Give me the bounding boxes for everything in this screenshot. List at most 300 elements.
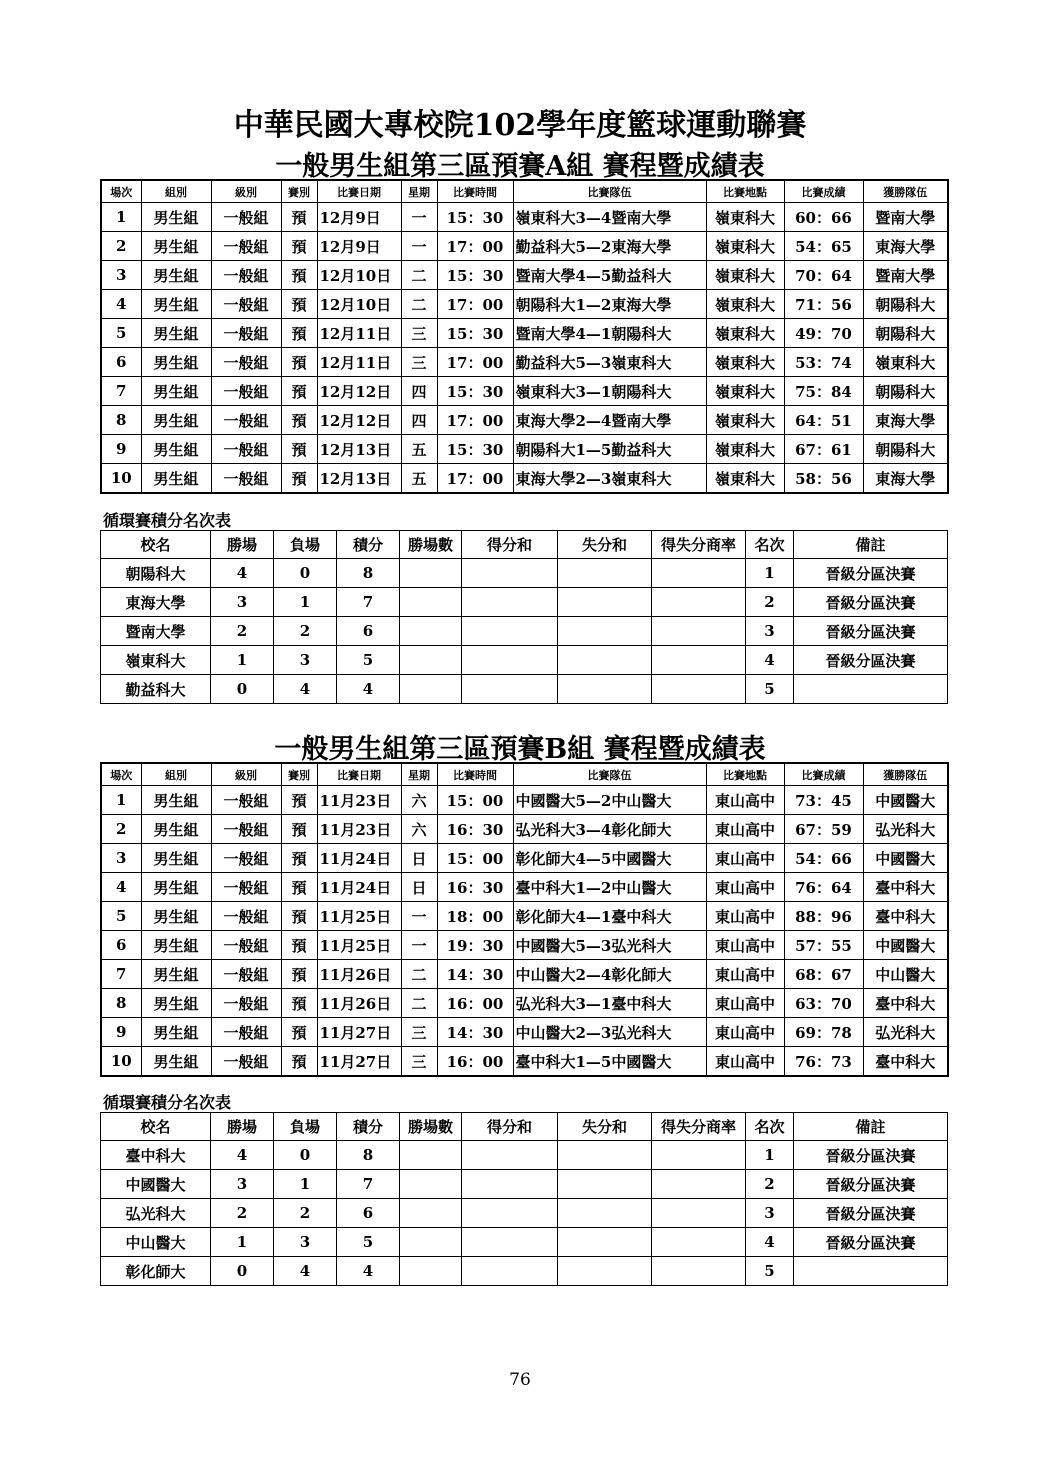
table-cell: 男生組: [141, 873, 211, 902]
table-cell: [462, 1141, 558, 1170]
table-cell: 76：64: [784, 873, 863, 902]
table-cell: 14：30: [437, 1018, 513, 1047]
column-header: 比賽地點: [706, 180, 784, 203]
table-cell: 11月25日: [317, 931, 401, 960]
table-cell: 暨南大學: [863, 261, 948, 290]
table-cell: 預: [281, 377, 317, 406]
table-cell: 東海大學2—3嶺東科大: [513, 464, 706, 494]
match-row: [101, 844, 948, 873]
table-cell: 一般組: [211, 203, 281, 232]
table-cell: 東海大學: [101, 588, 211, 617]
table-cell: 男生組: [141, 232, 211, 261]
table-cell: [558, 1257, 652, 1286]
table-cell: 19：30: [437, 931, 513, 960]
group-b-standings-caption: 循環賽積分名次表: [103, 1093, 232, 1112]
table-cell: 東山高中: [706, 815, 784, 844]
table-cell: 嶺東科大: [706, 261, 784, 290]
column-header: 組別: [141, 763, 211, 786]
table-cell: 五: [401, 464, 437, 494]
group-a-subtitle: 一般男生組第三區預賽A組 賽程暨成績表: [275, 151, 765, 182]
column-header: 備註: [794, 1113, 948, 1141]
table-cell: 男生組: [141, 290, 211, 319]
group-b-standings-table: [100, 1112, 948, 1286]
table-cell: 一般組: [211, 377, 281, 406]
match-row: [101, 1018, 948, 1047]
table-cell: 東山高中: [706, 1047, 784, 1077]
match-row: [101, 319, 948, 348]
table-cell: 4: [274, 675, 337, 704]
table-cell: 2: [274, 1199, 337, 1228]
table-cell: 中國醫大5—2中山醫大: [513, 786, 706, 815]
table-cell: 臺中科大: [863, 873, 948, 902]
table-cell: 中國醫大: [863, 844, 948, 873]
table-cell: [462, 1199, 558, 1228]
table-cell: 68：67: [784, 960, 863, 989]
table-cell: 17：00: [437, 232, 513, 261]
table-cell: 2: [211, 617, 274, 646]
table-cell: 4: [746, 1228, 794, 1257]
table-cell: 64：51: [784, 406, 863, 435]
table-cell: 17：00: [437, 406, 513, 435]
table-cell: 1: [746, 559, 794, 588]
table-cell: 4: [101, 873, 141, 902]
table-cell: [794, 1257, 948, 1286]
table-cell: 4: [337, 675, 400, 704]
column-header: 比賽時間: [437, 180, 513, 203]
table-cell: 88：96: [784, 902, 863, 931]
table-cell: 一: [401, 931, 437, 960]
match-row: [101, 989, 948, 1018]
table-cell: 嶺東科大3—1朝陽科大: [513, 377, 706, 406]
table-cell: 晉級分區決賽: [794, 1228, 948, 1257]
column-header: 得分和: [462, 1113, 558, 1141]
table-cell: 預: [281, 319, 317, 348]
table-cell: 晉級分區決賽: [794, 588, 948, 617]
table-cell: 8: [337, 559, 400, 588]
column-header: 賽別: [281, 763, 317, 786]
table-cell: 朝陽科大: [863, 319, 948, 348]
table-cell: 18：00: [437, 902, 513, 931]
column-header: 名次: [746, 1113, 794, 1141]
table-cell: 一般組: [211, 348, 281, 377]
table-cell: 11月23日: [317, 786, 401, 815]
table-cell: [558, 646, 652, 675]
table-cell: 預: [281, 261, 317, 290]
column-header: 比賽隊伍: [513, 763, 706, 786]
table-cell: [400, 1170, 462, 1199]
table-cell: 0: [274, 559, 337, 588]
table-cell: 75：84: [784, 377, 863, 406]
table-cell: 16：00: [437, 989, 513, 1018]
table-cell: 12月10日: [317, 261, 401, 290]
table-cell: 東山高中: [706, 786, 784, 815]
table-cell: 勤益科大: [101, 675, 211, 704]
table-cell: 東海大學: [863, 232, 948, 261]
table-cell: 男生組: [141, 377, 211, 406]
table-cell: 4: [746, 646, 794, 675]
table-cell: 一般組: [211, 815, 281, 844]
table-cell: [652, 617, 746, 646]
table-cell: [652, 1170, 746, 1199]
column-header: 勝場數: [400, 531, 462, 559]
match-row: [101, 1047, 948, 1077]
table-cell: [558, 1228, 652, 1257]
table-cell: 嶺東科大: [706, 348, 784, 377]
column-header: 得失分商率: [652, 531, 746, 559]
match-row: [101, 348, 948, 377]
table-cell: [462, 559, 558, 588]
table-cell: 一般組: [211, 873, 281, 902]
table-cell: 11月24日: [317, 844, 401, 873]
table-cell: 預: [281, 989, 317, 1018]
table-cell: 54：66: [784, 844, 863, 873]
table-cell: 58：56: [784, 464, 863, 494]
table-cell: 11月26日: [317, 960, 401, 989]
table-cell: [400, 617, 462, 646]
table-cell: [400, 1257, 462, 1286]
column-header: 比賽日期: [317, 180, 401, 203]
table-cell: 預: [281, 844, 317, 873]
table-cell: 嶺東科大: [706, 232, 784, 261]
table-cell: 預: [281, 960, 317, 989]
table-cell: [558, 559, 652, 588]
table-cell: 臺中科大1—5中國醫大: [513, 1047, 706, 1077]
table-cell: 嶺東科大: [706, 203, 784, 232]
table-cell: 2: [101, 815, 141, 844]
standings-header-row: [101, 1113, 948, 1141]
table-cell: 10: [101, 1047, 141, 1077]
table-cell: 預: [281, 902, 317, 931]
table-cell: [400, 588, 462, 617]
table-cell: 弘光科大3—1臺中科大: [513, 989, 706, 1018]
table-cell: 五: [401, 435, 437, 464]
table-cell: 2: [746, 588, 794, 617]
table-cell: 暨南大學4—1朝陽科大: [513, 319, 706, 348]
standings-row: [101, 1228, 948, 1257]
table-cell: 一般組: [211, 319, 281, 348]
table-cell: 男生組: [141, 1018, 211, 1047]
table-cell: 日: [401, 844, 437, 873]
table-cell: 15：30: [437, 261, 513, 290]
table-cell: 63：70: [784, 989, 863, 1018]
table-cell: [794, 675, 948, 704]
table-cell: 預: [281, 931, 317, 960]
column-header: 比賽成績: [784, 180, 863, 203]
table-cell: 7: [337, 588, 400, 617]
table-cell: 1: [274, 1170, 337, 1199]
table-cell: [652, 588, 746, 617]
table-cell: 1: [211, 1228, 274, 1257]
table-cell: 0: [211, 675, 274, 704]
column-header: 積分: [337, 1113, 400, 1141]
table-cell: 17：00: [437, 464, 513, 494]
match-row: [101, 377, 948, 406]
table-cell: 六: [401, 786, 437, 815]
table-cell: 嶺東科大: [706, 377, 784, 406]
table-cell: [462, 1257, 558, 1286]
standings-row: [101, 559, 948, 588]
table-cell: 嶺東科大: [706, 464, 784, 494]
table-cell: 東海大學: [863, 406, 948, 435]
table-cell: 1: [211, 646, 274, 675]
table-cell: 一般組: [211, 902, 281, 931]
table-cell: [462, 646, 558, 675]
table-cell: 三: [401, 1047, 437, 1077]
column-header: 級別: [211, 763, 281, 786]
table-cell: 5: [746, 675, 794, 704]
table-cell: 三: [401, 319, 437, 348]
table-cell: [400, 1199, 462, 1228]
table-cell: [462, 1170, 558, 1199]
table-cell: 預: [281, 464, 317, 494]
column-header: 獲勝隊伍: [863, 763, 948, 786]
table-cell: 一般組: [211, 435, 281, 464]
table-cell: 12月13日: [317, 435, 401, 464]
table-cell: 預: [281, 290, 317, 319]
table-cell: 朝陽科大: [863, 435, 948, 464]
table-cell: 預: [281, 406, 317, 435]
table-cell: 中山醫大: [863, 960, 948, 989]
table-cell: 晉級分區決賽: [794, 559, 948, 588]
column-header: 比賽時間: [437, 763, 513, 786]
table-cell: 嶺東科大3—4暨南大學: [513, 203, 706, 232]
table-cell: 二: [401, 290, 437, 319]
table-cell: 12月12日: [317, 377, 401, 406]
table-cell: 8: [101, 989, 141, 1018]
table-cell: 一: [401, 902, 437, 931]
table-cell: 三: [401, 1018, 437, 1047]
table-cell: 7: [101, 960, 141, 989]
column-header: 比賽隊伍: [513, 180, 706, 203]
table-cell: 嶺東科大: [863, 348, 948, 377]
table-cell: 男生組: [141, 406, 211, 435]
table-cell: 弘光科大: [101, 1199, 211, 1228]
table-cell: [652, 1199, 746, 1228]
table-cell: 四: [401, 406, 437, 435]
table-cell: 一般組: [211, 1047, 281, 1077]
table-cell: 70：64: [784, 261, 863, 290]
table-cell: 預: [281, 348, 317, 377]
table-cell: 一般組: [211, 261, 281, 290]
table-cell: 17：00: [437, 290, 513, 319]
standings-row: [101, 617, 948, 646]
table-cell: [558, 588, 652, 617]
table-cell: 12月12日: [317, 406, 401, 435]
column-header: 校名: [101, 531, 211, 559]
table-cell: 男生組: [141, 464, 211, 494]
table-cell: 1: [101, 203, 141, 232]
page-number: 76: [509, 1370, 531, 1390]
table-cell: 日: [401, 873, 437, 902]
table-cell: 69：78: [784, 1018, 863, 1047]
table-cell: 8: [337, 1141, 400, 1170]
table-cell: 中國醫大5—3弘光科大: [513, 931, 706, 960]
table-cell: 嶺東科大: [706, 406, 784, 435]
table-cell: [400, 646, 462, 675]
table-cell: 4: [101, 290, 141, 319]
match-row: [101, 261, 948, 290]
table-cell: 男生組: [141, 203, 211, 232]
standings-row: [101, 1199, 948, 1228]
table-cell: 朝陽科大: [101, 559, 211, 588]
table-cell: 15：00: [437, 844, 513, 873]
column-header: 失分和: [558, 531, 652, 559]
table-cell: 3: [274, 1228, 337, 1257]
table-cell: 東海大學2—4暨南大學: [513, 406, 706, 435]
table-cell: 預: [281, 435, 317, 464]
table-cell: 預: [281, 203, 317, 232]
table-cell: 晉級分區決賽: [794, 1170, 948, 1199]
table-cell: 弘光科大: [863, 1018, 948, 1047]
table-cell: 暨南大學: [863, 203, 948, 232]
table-cell: 12月9日: [317, 232, 401, 261]
table-cell: 預: [281, 232, 317, 261]
column-header: 負場: [274, 531, 337, 559]
table-cell: 16：30: [437, 815, 513, 844]
table-cell: 2: [101, 232, 141, 261]
table-cell: 晉級分區決賽: [794, 1141, 948, 1170]
table-cell: [462, 617, 558, 646]
table-cell: 12月10日: [317, 290, 401, 319]
table-cell: 1: [101, 786, 141, 815]
table-cell: 晉級分區決賽: [794, 617, 948, 646]
schedule-header-row: [101, 180, 948, 203]
table-cell: 一般組: [211, 464, 281, 494]
table-cell: 4: [274, 1257, 337, 1286]
table-cell: 中山醫大2—4彰化師大: [513, 960, 706, 989]
column-header: 級別: [211, 180, 281, 203]
match-row: [101, 873, 948, 902]
table-cell: 臺中科大: [863, 989, 948, 1018]
table-cell: 中國醫大: [863, 786, 948, 815]
column-header: 勝場: [211, 531, 274, 559]
column-header: 失分和: [558, 1113, 652, 1141]
match-row: [101, 815, 948, 844]
table-cell: 二: [401, 989, 437, 1018]
table-cell: 11月26日: [317, 989, 401, 1018]
table-cell: 10: [101, 464, 141, 494]
table-cell: 11月24日: [317, 873, 401, 902]
table-cell: 3: [211, 588, 274, 617]
table-cell: 3: [746, 617, 794, 646]
column-header: 星期: [401, 763, 437, 786]
table-cell: 11月23日: [317, 815, 401, 844]
table-cell: 一般組: [211, 290, 281, 319]
table-cell: 49：70: [784, 319, 863, 348]
table-cell: 二: [401, 960, 437, 989]
table-cell: 朝陽科大1—5勤益科大: [513, 435, 706, 464]
table-cell: 暨南大學: [101, 617, 211, 646]
table-cell: 嶺東科大: [101, 646, 211, 675]
column-header: 場次: [101, 180, 141, 203]
table-cell: [558, 617, 652, 646]
match-row: [101, 960, 948, 989]
table-cell: 一般組: [211, 786, 281, 815]
table-cell: 12月11日: [317, 319, 401, 348]
table-cell: 晉級分區決賽: [794, 1199, 948, 1228]
table-cell: 4: [337, 1257, 400, 1286]
table-cell: 6: [101, 348, 141, 377]
match-row: [101, 902, 948, 931]
table-cell: 一般組: [211, 406, 281, 435]
table-cell: 弘光科大3—4彰化師大: [513, 815, 706, 844]
column-header: 勝場數: [400, 1113, 462, 1141]
page-title: 中華民國大專校院102學年度籃球運動聯賽: [233, 108, 807, 143]
column-header: 負場: [274, 1113, 337, 1141]
column-header: 比賽日期: [317, 763, 401, 786]
table-cell: 男生組: [141, 960, 211, 989]
table-cell: 嶺東科大: [706, 435, 784, 464]
table-cell: 9: [101, 435, 141, 464]
table-cell: 6: [101, 931, 141, 960]
table-cell: 六: [401, 815, 437, 844]
table-cell: 一般組: [211, 960, 281, 989]
table-cell: 朝陽科大1—2東海大學: [513, 290, 706, 319]
table-cell: 男生組: [141, 786, 211, 815]
match-row: [101, 290, 948, 319]
schedule-header-row: [101, 763, 948, 786]
match-row: [101, 435, 948, 464]
table-cell: 彰化師大4—5中國醫大: [513, 844, 706, 873]
table-cell: 57：55: [784, 931, 863, 960]
column-header: 場次: [101, 763, 141, 786]
table-cell: 11月27日: [317, 1047, 401, 1077]
column-header: 備註: [794, 531, 948, 559]
table-cell: 一: [401, 203, 437, 232]
table-cell: 東山高中: [706, 931, 784, 960]
table-cell: 東山高中: [706, 960, 784, 989]
table-cell: 東山高中: [706, 844, 784, 873]
standings-row: [101, 588, 948, 617]
table-cell: 男生組: [141, 815, 211, 844]
table-cell: 3: [274, 646, 337, 675]
table-cell: 6: [337, 1199, 400, 1228]
table-cell: 15：30: [437, 377, 513, 406]
column-header: 得分和: [462, 531, 558, 559]
table-cell: 11月27日: [317, 1018, 401, 1047]
table-cell: 3: [211, 1170, 274, 1199]
table-cell: 預: [281, 786, 317, 815]
column-header: 比賽成績: [784, 763, 863, 786]
group-a-standings-caption: 循環賽積分名次表: [103, 511, 232, 530]
table-cell: 15：30: [437, 203, 513, 232]
table-cell: 一般組: [211, 931, 281, 960]
table-cell: 15：00: [437, 786, 513, 815]
table-cell: 中山醫大: [101, 1228, 211, 1257]
match-row: [101, 931, 948, 960]
table-cell: 4: [211, 559, 274, 588]
table-cell: 東山高中: [706, 902, 784, 931]
table-cell: 東山高中: [706, 989, 784, 1018]
table-cell: 71：56: [784, 290, 863, 319]
table-cell: 0: [211, 1257, 274, 1286]
table-cell: 12月13日: [317, 464, 401, 494]
column-header: 組別: [141, 180, 211, 203]
table-cell: 54：65: [784, 232, 863, 261]
table-cell: 中國醫大: [101, 1170, 211, 1199]
column-header: 校名: [101, 1113, 211, 1141]
group-a-schedule-table: [100, 179, 949, 494]
table-cell: 4: [211, 1141, 274, 1170]
table-cell: [462, 675, 558, 704]
standings-row: [101, 646, 948, 675]
column-header: 得失分商率: [652, 1113, 746, 1141]
match-row: [101, 406, 948, 435]
table-cell: 彰化師大4—1臺中科大: [513, 902, 706, 931]
table-cell: 朝陽科大: [863, 377, 948, 406]
column-header: 星期: [401, 180, 437, 203]
table-cell: 嶺東科大: [706, 319, 784, 348]
